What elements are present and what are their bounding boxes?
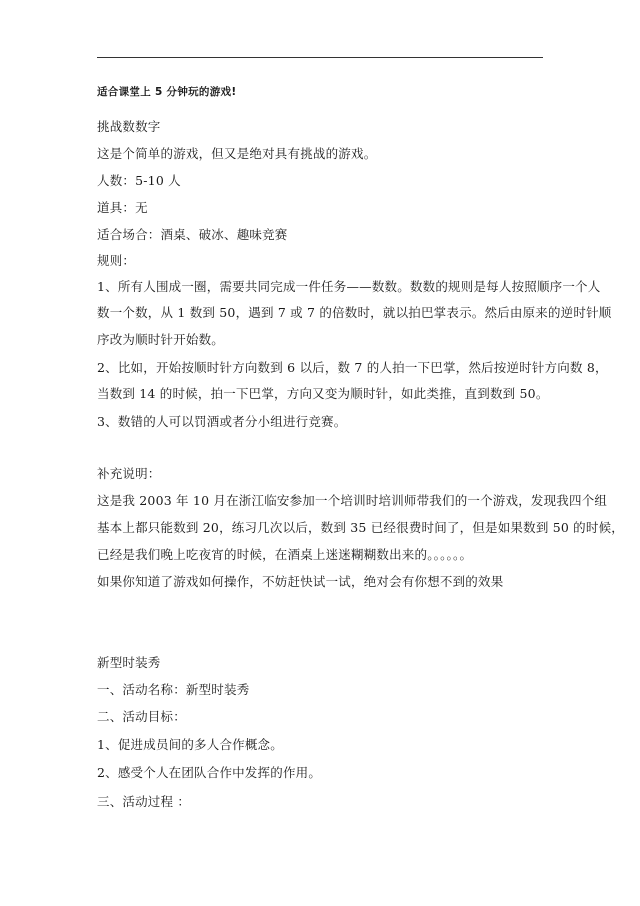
game2-item: 1、促进成员间的多人合作概念。 [97, 737, 283, 752]
game1-rule-line: 2、比如，开始按顺时针方向数到 6 以后，数 7 的人拍一下巴掌，然后按逆时针方向数 8， [97, 360, 608, 375]
header-divider [97, 57, 543, 58]
game1-rule-line: 序改为顺时针开始数。 [97, 332, 225, 347]
game1-rule-line: 3、数错的人可以罚酒或者分小组进行竞赛。 [97, 414, 347, 429]
game1-supplement-line: 这是我 2003 年 10 月在浙江临安参加一个培训时培训师带我们的一个游戏，发现我四个组 [97, 493, 608, 508]
game1-supplement-line: 基本上都只能数到 20，练习几次以后，数到 35 已经很费时间了，但是如果数到 50 的时候， [97, 520, 624, 535]
game1-players: 人数：5-10 人 [97, 173, 181, 188]
game1-props: 道具：无 [97, 200, 148, 215]
game1-supplement-label: 补充说明： [97, 466, 161, 481]
game1-rule-line: 1、所有人围成一圈，需要共同完成一件任务——数数。数数的规则是每人按照顺序一个人 [97, 279, 601, 294]
game2-title: 新型时装秀 [97, 655, 161, 670]
game1-intro: 这是个简单的游戏，但又是绝对具有挑战的游戏。 [97, 146, 377, 161]
game1-rule-line: 当数到 14 的时候，拍一下巴掌，方向又变为顺时针，如此类推，直到数到 50。 [97, 386, 549, 401]
game1-occasion: 适合场合：酒桌、破冰、趣味竞赛 [97, 227, 288, 242]
game2-item: 三、活动过程 ： [97, 794, 191, 809]
game1-rules-label: 规则： [97, 253, 136, 268]
game1-supplement-line: 已经是我们晚上吃夜宵的时候，在酒桌上迷迷糊糊数出来的。。。。。。 [97, 547, 473, 562]
game1-rule-line: 数一个数，从 1 数到 50，遇到 7 或 7 的倍数时，就以拍巴掌表示。然后由原来的逆时针顺 [97, 305, 612, 320]
document-heading: 适合课堂上 5 分钟玩的游戏! [97, 86, 237, 98]
game2-item: 二、活动目标： [97, 709, 186, 724]
game2-item: 一、活动名称：新型时装秀 [97, 682, 250, 697]
game1-title: 挑战数数字 [97, 119, 161, 134]
game1-supplement-line: 如果你知道了游戏如何操作，不妨赶快试一试，绝对会有你想不到的效果 [97, 574, 504, 589]
game2-item: 2、感受个人在团队合作中发挥的作用。 [97, 765, 322, 780]
